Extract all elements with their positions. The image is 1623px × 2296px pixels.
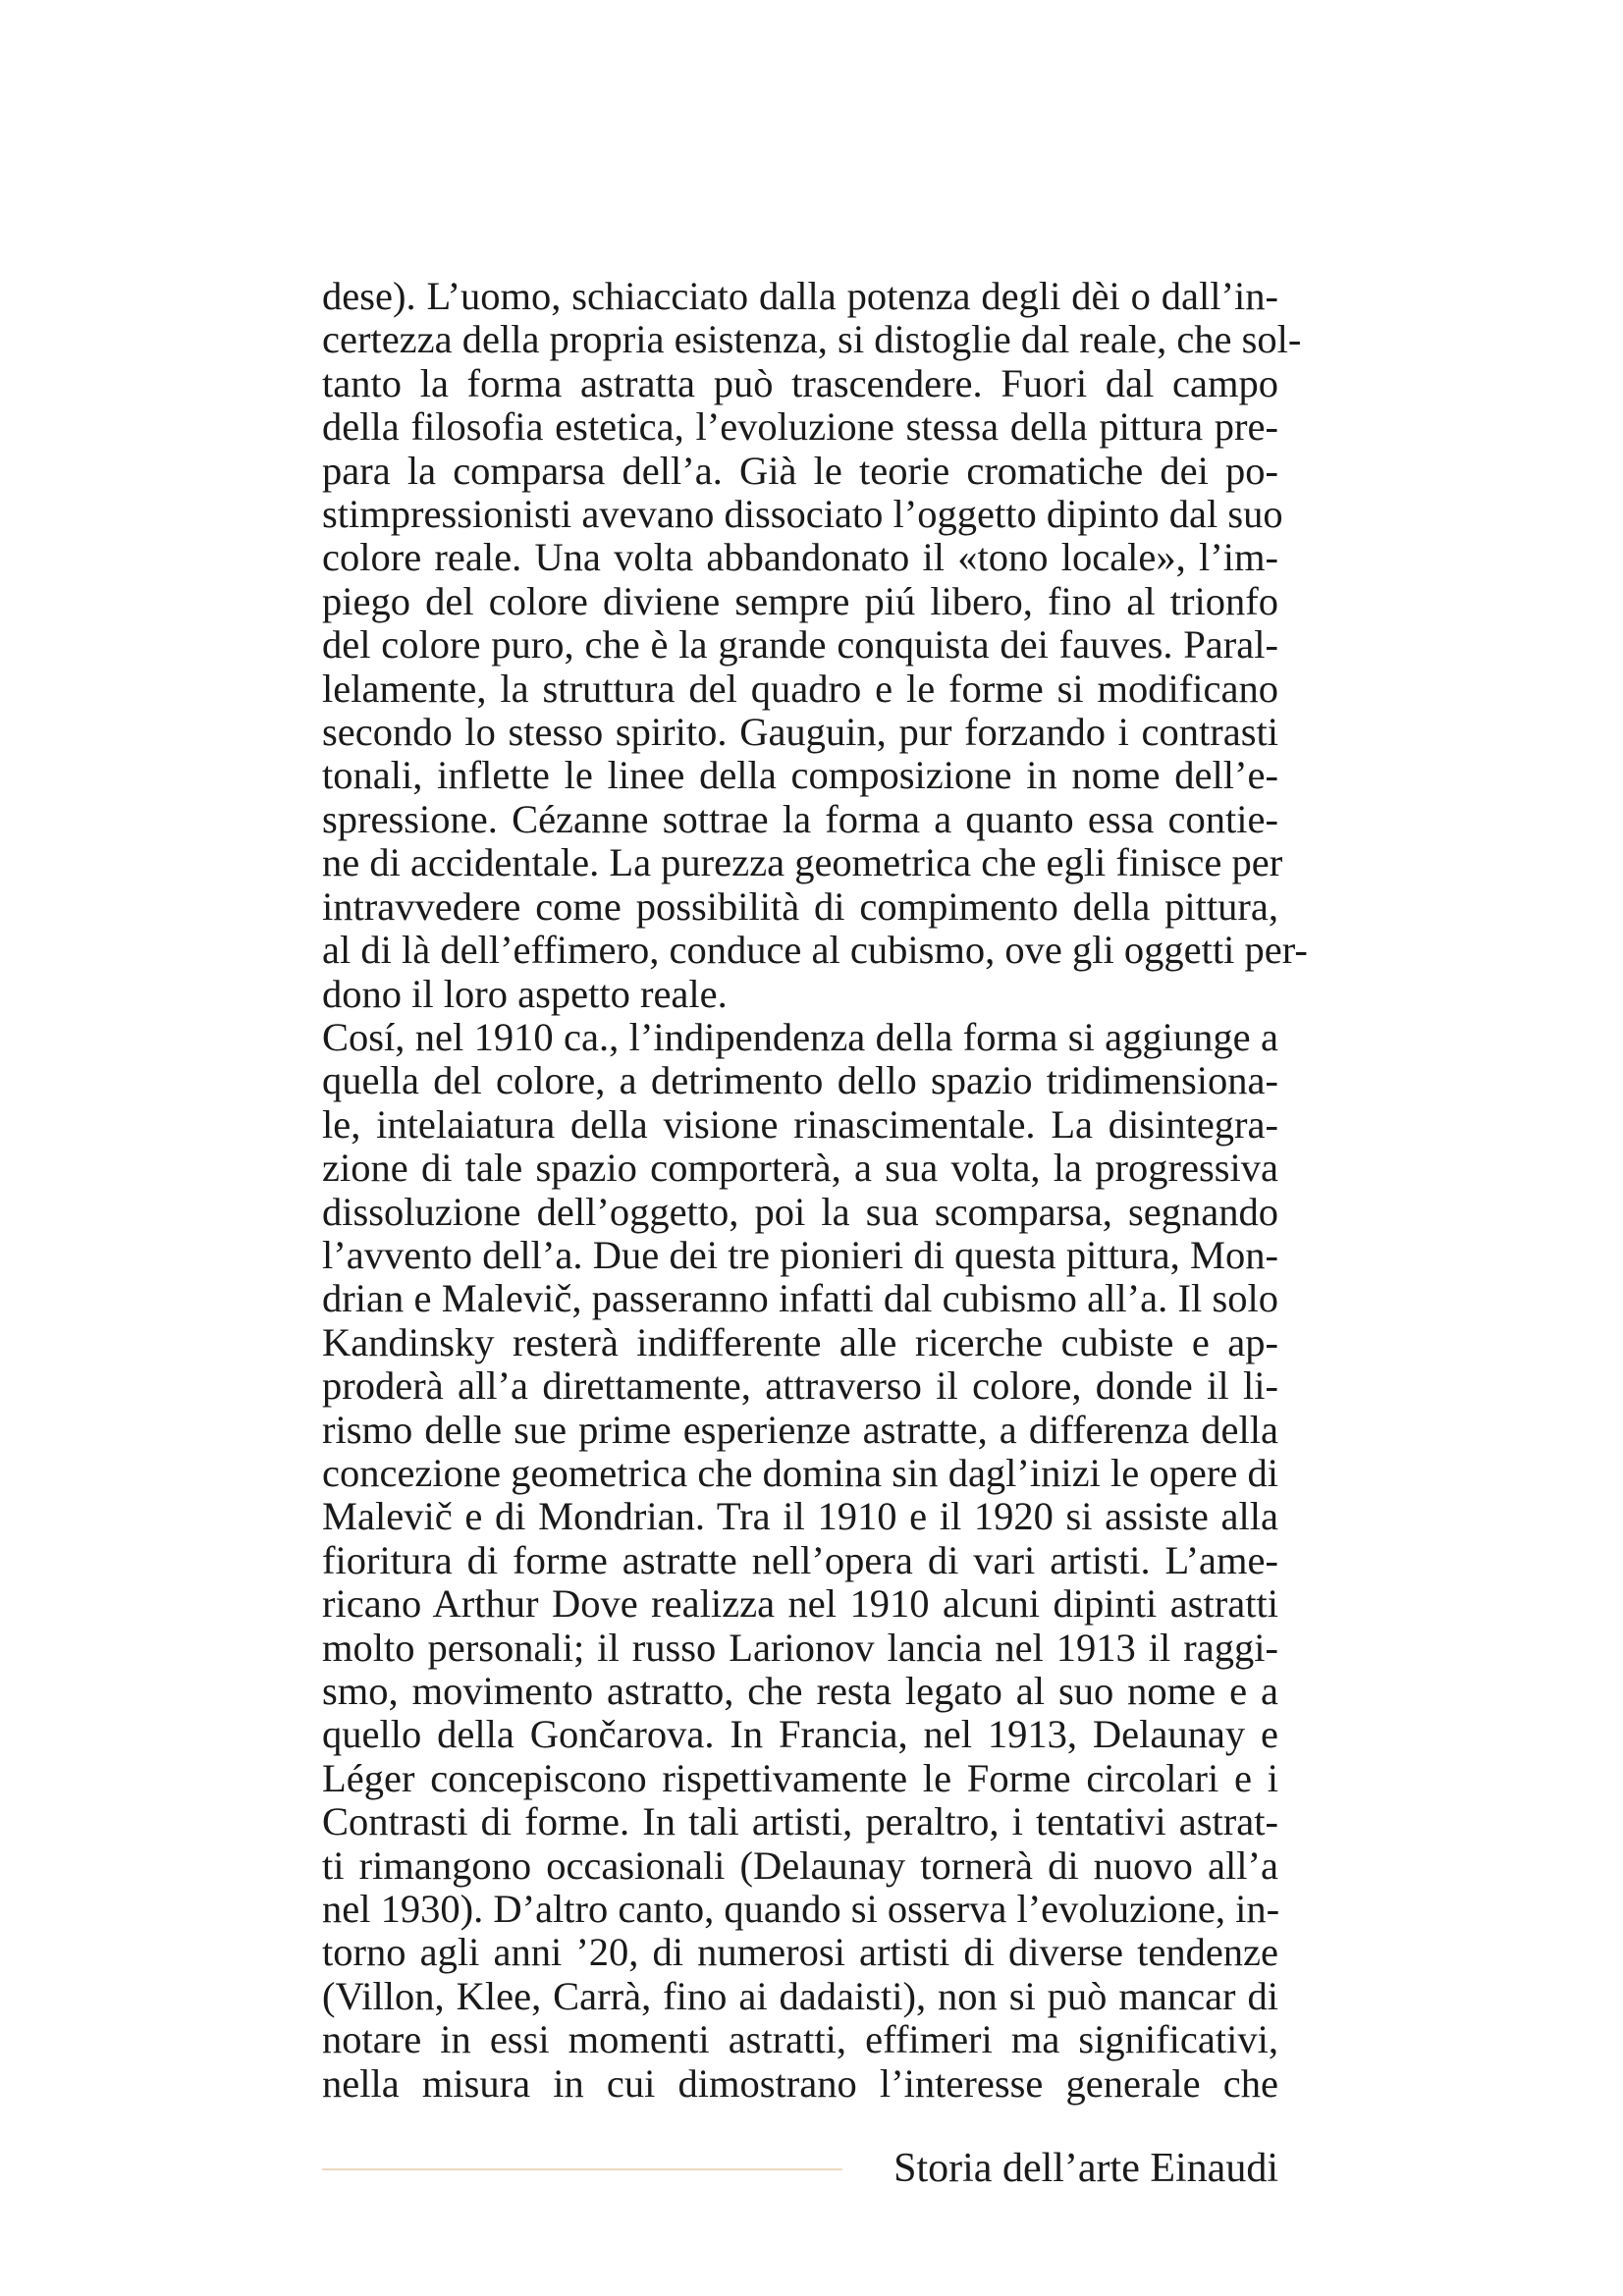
text-line: l’avvento dell’a. Due dei tre pionieri di questa pittura, Mon- [322,1232,1278,1277]
text-line: certezza della propria esistenza, si distoglie dal reale, che sol- [322,317,1302,362]
text-line: torno agli anni ’20, di numerosi artisti di diverse tendenze [322,1930,1278,1975]
text-line: fioritura di forme astratte nell’opera di vari artisti. L’ame- [322,1537,1278,1582]
text-line: spressione. Cézanne sottrae la forma a quanto essa contie- [322,796,1278,841]
text-line: piego del colore diviene sempre piú libero, fino al trionfo [322,578,1278,623]
text-line: dono il loro aspetto reale. [322,971,728,1016]
text-line: nel 1930). D’altro canto, quando si osserva l’evoluzione, in- [322,1887,1280,1932]
text-line: concezione geometrica che domina sin dagl’inizi le opere di [322,1450,1278,1495]
text-line: notare in essi momenti astratti, effimeri ma significativi, [322,2017,1278,2062]
text-line: drian e Malevič, passeranno infatti dal cubismo all’a. Il solo [322,1276,1278,1321]
text-line: Cosí, nel 1910 ca., l’indipendenza della forma si aggiunge a [322,1014,1278,1059]
text-line: della filosofia estetica, l’evoluzione stessa della pittura pre- [322,404,1278,450]
text-line: proderà all’a direttamente, attraverso il colore, donde il li- [322,1363,1278,1409]
text-line: tonali, inflette le linee della composizione in nome dell’e- [322,753,1278,798]
text-line: zione di tale spazio comporterà, a sua volta, la progressiva [322,1146,1278,1191]
text-line: quella del colore, a detrimento dello spazio tridimensiona- [322,1058,1278,1103]
text-line: ricano Arthur Dove realizza nel 1910 alcuni dipinti astratti [322,1581,1278,1627]
text-line: Léger concepiscono rispettivamente le Forme circolari e i [322,1755,1278,1800]
body-text [322,274,1308,2106]
text-line: nella misura in cui dimostrano l’interesse generale che [322,2060,1278,2106]
text-line: lelamente, la struttura del quadro e le forme si modificano [322,666,1278,711]
text-line: stimpressionisti avevano dissociato l’oggetto dipinto dal suo [322,492,1283,537]
text-line: al di là dell’effimero, conduce al cubismo, ove gli oggetti per- [322,928,1308,973]
text-line: dissoluzione dell’oggetto, poi la sua scomparsa, segnando [322,1189,1278,1234]
text-line: colore reale. Una volta abbandonato il «tono locale», l’im- [322,535,1278,580]
text-line: tanto la forma astratta può trascendere. Fuori dal campo [322,360,1278,405]
text-line: secondo lo stesso spirito. Gauguin, pur forzando i contrasti [322,710,1278,755]
text-line: Malevič e di Mondrian. Tra il 1910 e il 1920 si assiste alla [322,1494,1278,1539]
footer-publication-title: Storia dell’arte Einaudi [893,2146,1278,2191]
text-line: ne di accidentale. La purezza geometrica che egli finisce per [322,840,1283,885]
footer-divider [322,2168,842,2170]
text-line: ti rimangono occasionali (Delaunay tornerà di nuovo all’a [322,1842,1278,1888]
text-line: dese). L’uomo, schiacciato dalla potenza degli dèi o dall’in- [322,274,1278,318]
text-line: molto personali; il russo Larionov lancia nel 1913 il raggi- [322,1625,1278,1670]
text-line: Contrasti di forme. In tali artisti, peraltro, i tentativi astrat- [322,1799,1278,1844]
text-line: para la comparsa dell’a. Già le teorie cromatiche dei po- [322,448,1278,493]
text-line: rismo delle sue prime esperienze astratte, a differenza della [322,1407,1278,1452]
text-line: intravvedere come possibilità di compimento della pittura, [322,883,1278,929]
text-line: del colore puro, che è la grande conquista dei fauves. Paral- [322,622,1278,667]
text-line: Kandinsky resterà indifferente alle ricerche cubiste e ap- [322,1319,1278,1364]
text-line: quello della Gončarova. In Francia, nel 1913, Delaunay e [322,1712,1278,1757]
text-line: smo, movimento astratto, che resta legato al suo nome e a [322,1669,1278,1713]
text-line: le, intelaiatura della visione rinascimentale. La disintegra- [322,1101,1278,1147]
text-line: (Villon, Klee, Carrà, fino ai dadaisti), non si può mancar di [322,1973,1278,2018]
